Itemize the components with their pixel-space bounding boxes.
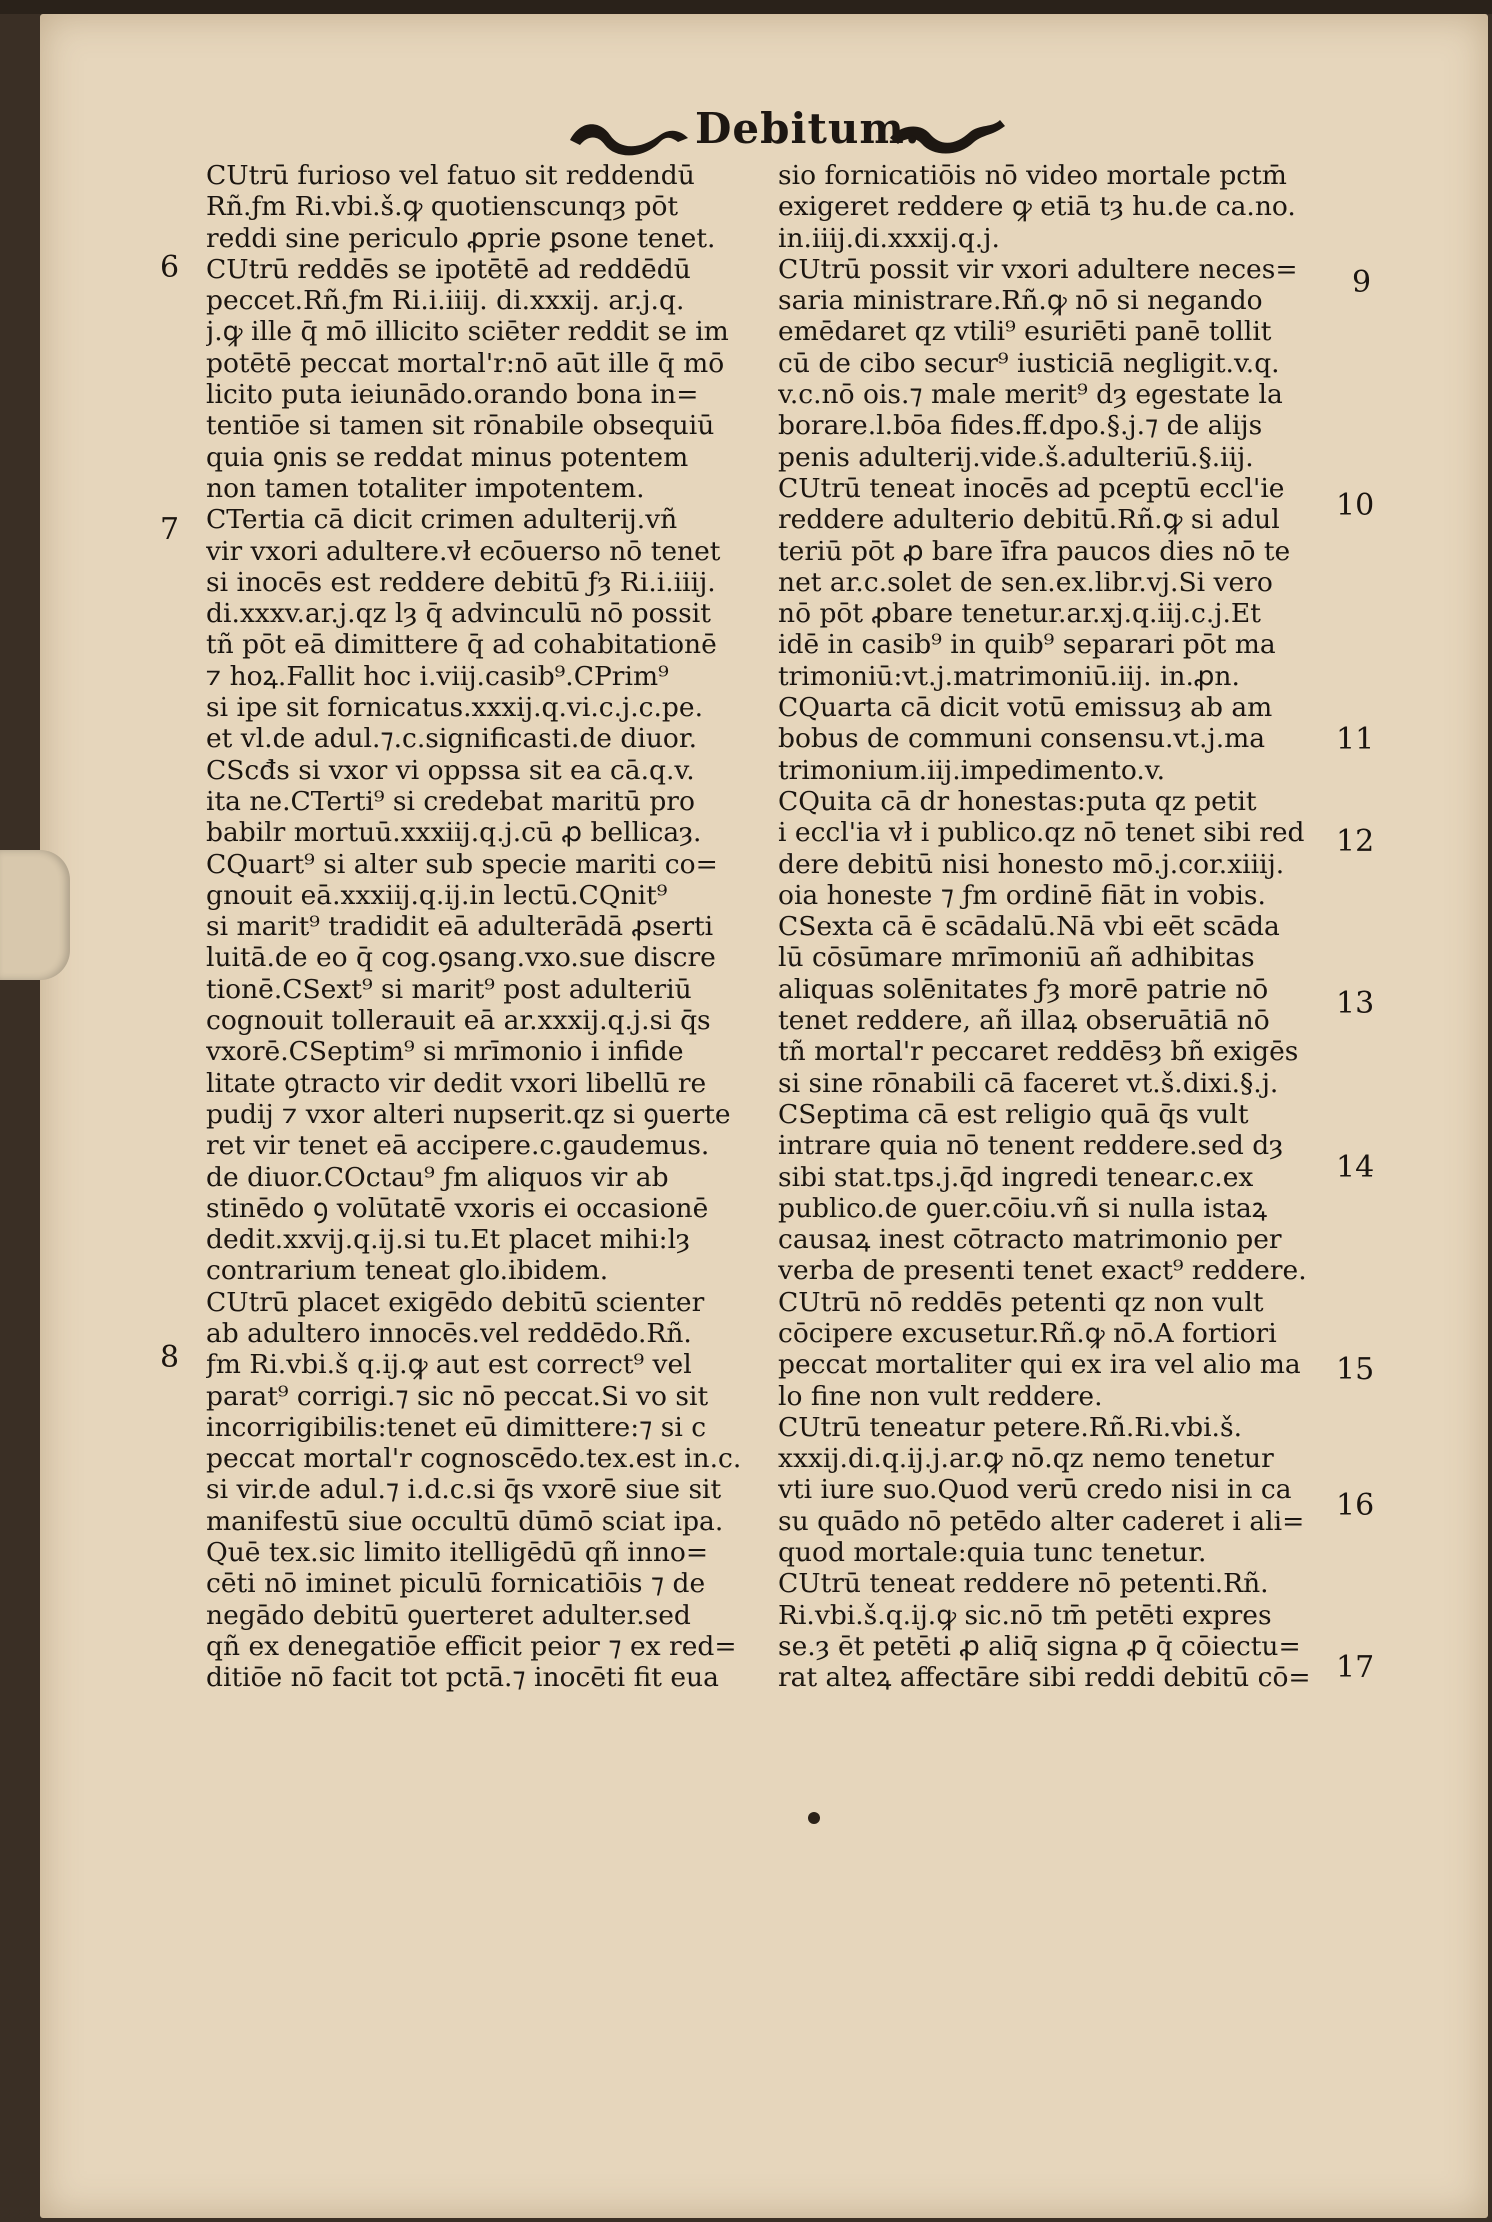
- text-line: publico.de ꝯuer.cōiu.vñ si nulla istaꝝ: [778, 1192, 1268, 1224]
- left-text-column: [206, 160, 762, 1694]
- margin-number: 6: [160, 250, 180, 285]
- text-line: CUtrū furioso vel fatuo sit reddendū: [206, 160, 695, 191]
- text-line: sibi stat.tps.j.q̄d ingredi tenear.c.ex: [778, 1161, 1254, 1193]
- text-line: negādo debitū ꝯuerteret adulter.sed: [206, 1599, 691, 1631]
- text-line: quod mortale:quia tunc tenetur.: [778, 1537, 1207, 1569]
- text-line: CSeptima cā est religio quā q̄s vult: [778, 1098, 1249, 1130]
- text-line: trimoniū:vt.j.matrimoniū.iij. in.ꝓn.: [778, 660, 1240, 692]
- text-line: v.c.nō ois.⁊ male merit⁹ dȝ egestate la: [778, 379, 1283, 411]
- text-line: lo fine non vult reddere.: [778, 1380, 1103, 1412]
- text-line: CQuita cā dr honestas:puta qz petit: [778, 785, 1257, 817]
- text-line: reddi sine periculo ꝓprie ꝑsone tenet.: [206, 222, 716, 254]
- text-line: lū cōsūmare mrīmoniū añ adhibitas: [778, 942, 1255, 974]
- text-line: dere debitū nisi honesto mō.j.cor.xiiij.: [778, 848, 1285, 880]
- text-line: borare.l.bōa fides.ff.dpo.§.j.⁊ de alijs: [778, 410, 1263, 442]
- text-line: et vl.de adul.⁊.c.significasti.de diuor.: [206, 723, 698, 755]
- text-line: potētē peccat mortal'r:nō aūt ille q̄ mō: [206, 347, 725, 379]
- text-line: licito puta ieiunādo.orando bona in=: [206, 379, 699, 411]
- text-line: rat alteꝝ affectāre sibi reddi debitū cō=: [778, 1662, 1311, 1694]
- text-line: nō pōt ꝓbare tenetur.ar.xj.q.iij.c.j.Et: [778, 598, 1261, 630]
- text-line: parat⁹ corrigi.⁊ sic nō peccat.Si vo sit: [206, 1380, 709, 1412]
- text-line: CUtrū teneat inocēs ad pceptū eccl'ie: [778, 472, 1285, 504]
- text-line: net ar.c.solet de sen.ex.libr.vj.Si vero: [778, 566, 1273, 598]
- book-top-edge: [0, 0, 1492, 14]
- page-title: Debitum.: [695, 104, 921, 153]
- text-line: peccat mortal'r cognoscēdo.tex.est in.c.: [206, 1443, 742, 1475]
- text-line: i eccl'ia vł i publico.qz nō tenet sibi red: [778, 817, 1305, 849]
- text-line: reddere adulterio debitū.Rñ.ꝙ si adul: [778, 504, 1280, 536]
- text-line: dedit.xxvij.q.ij.si tu.Et placet mihi:lȝ: [206, 1224, 690, 1256]
- text-line: CQuart⁹ si alter sub specie mariti co=: [206, 848, 718, 880]
- ink-spot: [808, 1812, 820, 1824]
- text-line: tentiōe si tamen sit rōnabile obsequiū: [206, 410, 715, 442]
- margin-number: 17: [1336, 1650, 1375, 1685]
- margin-number: 8: [160, 1340, 180, 1375]
- text-line: intrare quia nō tenent reddere.sed dȝ: [778, 1130, 1284, 1162]
- text-line: contrarium teneat glo.ibidem.: [206, 1255, 609, 1287]
- text-line: non tamen totaliter impotentem.: [206, 472, 645, 504]
- text-line: aliquas solēnitates ƒȝ morē patrie nō: [778, 973, 1269, 1005]
- text-line: luitā.de eo q̄ cog.ꝯsang.vxo.sue discre: [206, 942, 716, 974]
- text-line: si vir.de adul.⁊ i.d.c.si q̄s vxorē siue sit: [206, 1474, 722, 1506]
- text-line: CUtrū possit vir vxori adultere neces=: [778, 253, 1298, 285]
- text-line: pudij ⁊ vxor alteri nupserit.qz si ꝯuerte: [206, 1098, 731, 1130]
- text-line: CUtrū reddēs se ipotētē ad reddēdū: [206, 253, 691, 285]
- text-line: de diuor.COctau⁹ ƒm aliquos vir ab: [206, 1161, 669, 1193]
- text-line: cū de cibo secur⁹ iusticiā negligit.v.q.: [778, 347, 1280, 379]
- text-line: su quādo nō petēdo alter caderet i ali=: [778, 1505, 1305, 1537]
- text-line: manifestū siue occultū dūmō sciat ipa.: [206, 1505, 724, 1537]
- text-line: CScđs si vxor vi oppssa sit ea cā.q.v.: [206, 754, 695, 786]
- text-line: tionē.CSext⁹ si marit⁹ post adulteriū: [206, 973, 692, 1005]
- text-line: Rñ.ƒm Ri.vbi.š.ꝙ quotienscunqȝ pōt: [206, 191, 679, 223]
- text-line: Quē tex.sic limito itelligēdū qñ inno=: [206, 1537, 709, 1569]
- text-line: qñ ex denegatiōe efficit peior ⁊ ex red=: [206, 1630, 737, 1662]
- text-line: tñ pōt eā dimittere q̄ ad cohabitationē: [206, 629, 717, 661]
- text-line: CUtrū placet exigēdo debitū scienter: [206, 1286, 705, 1318]
- text-line: sio fornicatiōis nō video mortale pctm̄: [778, 160, 1287, 191]
- text-line: stinēdo ꝯ volūtatē vxoris ei occasionē: [206, 1192, 709, 1224]
- text-line: causaꝝ inest cōtracto matrimonio per: [778, 1224, 1282, 1256]
- text-line: ita ne.CTerti⁹ si credebat maritū pro: [206, 785, 695, 817]
- text-line: penis adulterij.vide.š.adulteriū.§.iij.: [778, 441, 1254, 473]
- text-line: j.ꝙ ille q̄ mō illicito sciēter reddit se im: [206, 316, 729, 348]
- text-line: teriū pōt ꝓ bare īfra paucos dies nō te: [778, 535, 1291, 567]
- text-line: CSexta cā ē scādalū.Nā vbi eēt scāda: [778, 911, 1280, 943]
- text-line: CUtrū teneatur petere.Rñ.Ri.vbi.š.: [778, 1411, 1243, 1443]
- text-line: si inocēs est reddere debitū ƒȝ Ri.i.iiij.: [206, 566, 716, 598]
- text-line: ditiōe nō facit tot pctā.⁊ inocēti fit eua: [206, 1662, 719, 1694]
- text-line: vxorē.CSeptim⁹ si mrīmonio i infide: [206, 1036, 684, 1068]
- margin-number: 7: [160, 512, 180, 547]
- text-line: cognouit tollerauit eā ar.xxxij.q.j.si q̄s: [206, 1005, 711, 1037]
- text-line: in.iiij.di.xxxij.q.j.: [778, 222, 1000, 254]
- page-edge-tab: [0, 850, 70, 980]
- text-line: ⁊ hoꝝ.Fallit hoc i.viij.casib⁹.CPrim⁹: [206, 660, 669, 692]
- margin-number: 13: [1336, 986, 1375, 1021]
- text-line: incorrigibilis:tenet eū dimittere:⁊ si c: [206, 1411, 707, 1443]
- text-line: CUtrū nō reddēs petenti qz non vult: [778, 1286, 1264, 1318]
- text-line: litate ꝯtracto vir dedit vxori libellū re: [206, 1067, 707, 1099]
- text-line: si ipe sit fornicatus.xxxij.q.vi.c.j.c.pe.: [206, 692, 703, 724]
- margin-number: 11: [1336, 722, 1375, 757]
- text-line: babilr mortuū.xxxiij.q.j.cū ꝓ bellicaȝ.: [206, 817, 702, 849]
- text-line: ret vir tenet eā accipere.c.gaudemus.: [206, 1130, 710, 1162]
- text-line: peccat mortaliter qui ex ira vel alio ma: [778, 1349, 1301, 1381]
- margin-number: 14: [1336, 1150, 1375, 1185]
- text-line: di.xxxv.ar.j.qz lȝ q̄ advinculū nō possit: [206, 598, 711, 630]
- text-line: quia ꝯnis se reddat minus potentem: [206, 441, 689, 473]
- text-line: tenet reddere, añ illaꝝ obseruātiā nō: [778, 1005, 1270, 1037]
- text-line: verba de presenti tenet exact⁹ reddere.: [778, 1255, 1307, 1287]
- text-line: oia honeste ⁊ ƒm ordinē fiāt in vobis.: [778, 879, 1266, 911]
- text-line: bobus de communi consensu.vt.j.ma: [778, 723, 1266, 755]
- text-line: emēdaret qz vtili⁹ esuriēti panē tollit: [778, 316, 1272, 348]
- text-line: trimonium.iij.impedimento.v.: [778, 754, 1166, 786]
- margin-number: 10: [1336, 488, 1375, 523]
- text-line: vir vxori adultere.vł ecōuerso nō tenet: [206, 535, 721, 567]
- text-line: ab adultero innocēs.vel reddēdo.Rñ.: [206, 1317, 692, 1349]
- text-line: CQuarta cā dicit votū emissuȝ ab am: [778, 692, 1273, 724]
- text-line: CTertia cā dicit crimen adulterij.vñ: [206, 504, 678, 536]
- text-line: vti iure suo.Quod verū credo nisi in ca: [778, 1474, 1292, 1506]
- right-text-column: [778, 160, 1346, 1694]
- margin-number: 15: [1336, 1352, 1375, 1387]
- margin-number: 12: [1336, 824, 1375, 859]
- margin-number: 16: [1336, 1488, 1375, 1523]
- text-line: peccet.Rñ.ƒm Ri.i.iiij. di.xxxij. ar.j.q.: [206, 285, 685, 317]
- text-line: si marit⁹ tradidit eā adulterādā ꝓserti: [206, 911, 714, 943]
- text-line: se.ȝ ēt petēti ꝓ aliq̄ signa ꝓ q̄ cōiectu=: [778, 1630, 1301, 1662]
- text-line: gnouit eā.xxxiij.q.ij.in lectū.CQnit⁹: [206, 879, 668, 911]
- text-line: cōcipere excusetur.Rñ.ꝙ nō.A fortiori: [778, 1317, 1277, 1349]
- text-line: Ri.vbi.š.q.ij.ꝙ sic.nō tm̄ petēti expres: [778, 1599, 1272, 1631]
- text-line: cēti nō iminet piculū fornicatiōis ⁊ de: [206, 1568, 706, 1600]
- text-line: saria ministrare.Rñ.ꝙ nō si negando: [778, 285, 1263, 317]
- text-line: CUtrū teneat reddere nō petenti.Rñ.: [778, 1568, 1269, 1600]
- text-line: tñ mortal'r peccaret reddēsȝ bñ exigēs: [778, 1036, 1299, 1068]
- text-line: si sine rōnabili cā faceret vt.š.dixi.§.j.: [778, 1067, 1279, 1099]
- text-line: exigeret reddere ꝙ etiā tȝ hu.de ca.no.: [778, 191, 1296, 223]
- text-line: idē in casib⁹ in quib⁹ separari pōt ma: [778, 629, 1276, 661]
- text-line: xxxij.di.q.ij.j.ar.ꝙ nō.qz nemo tenetur: [778, 1443, 1274, 1475]
- margin-number: 9: [1352, 265, 1372, 300]
- text-line: ƒm Ri.vbi.š q.ij.ꝙ aut est correct⁹ vel: [206, 1349, 692, 1381]
